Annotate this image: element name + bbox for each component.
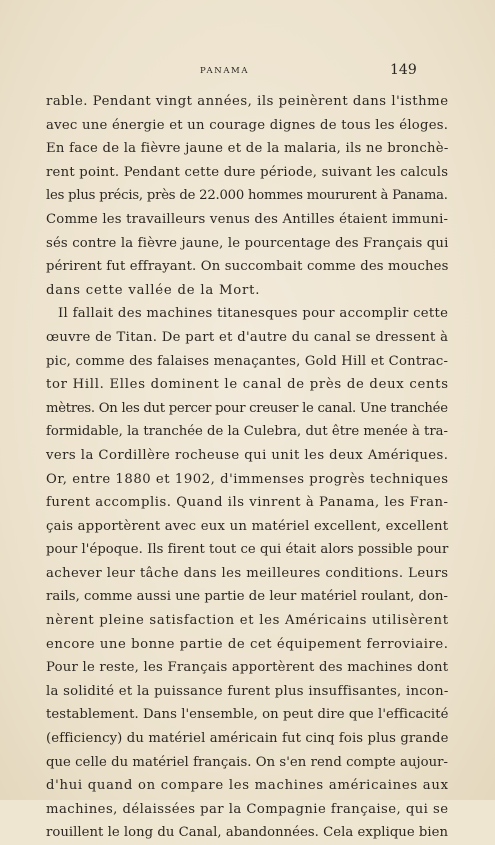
text-line: rouillent le long du Canal, abandonnées. Cela explique bien <box>46 825 449 841</box>
paragraph-start-line: Il fallait des machines titanesques pour accomplir cette <box>58 306 449 322</box>
page-number: 149 <box>390 62 417 78</box>
text-line: Or, entre 1880 et 1902, d'immenses progrès techniques <box>46 471 449 487</box>
text-line: dans cette vallée de la Mort. <box>46 282 261 298</box>
text-line: que celle du matériel français. On s'en rend compte aujour- <box>46 754 449 770</box>
text-line: périrent fut effrayant. On succombait comme des mouches <box>46 259 449 275</box>
text-line: rable. Pendant vingt années, ils peinèrent dans l'isthme <box>46 94 449 109</box>
text-line: sés contre la fièvre jaune, le pourcentage des Français qui <box>46 235 449 251</box>
body-text <box>46 90 448 845</box>
text-line: les plus précis, près de 22.000 hommes moururent à Panama. <box>46 188 448 204</box>
text-line: nèrent pleine satisfaction et les Américains utilisèrent <box>46 613 449 629</box>
text-line: encore une bonne partie de cet équipement ferroviaire. <box>46 636 449 652</box>
text-line: formidable, la tranchée de la Culebra, dut être menée à tra- <box>46 424 448 440</box>
text-line: testablement. Dans l'ensemble, on peut dire que l'efficacité <box>46 707 449 723</box>
text-line: Comme les travailleurs venus des Antilles étaient immuni- <box>46 211 449 227</box>
text-line: la solidité et la puissance furent plus insuffisantes, incon- <box>46 683 449 699</box>
text-line: tor Hill. Elles dominent le canal de près de deux cents <box>46 377 449 393</box>
text-line: Pour le reste, les Français apportèrent des machines dont <box>46 660 449 676</box>
running-head: PANAMA <box>200 66 250 76</box>
text-line: çais apportèrent avec eux un matériel excellent, excellent <box>46 518 449 534</box>
text-line: pour l'époque. Ils firent tout ce qui était alors possible pour <box>46 542 449 558</box>
text-line: pic, comme des falaises menaçantes, Gold Hill et Contrac- <box>46 353 449 369</box>
text-line: d'hui quand on compare les machines américaines aux <box>46 778 449 794</box>
text-line: rent point. Pendant cette dure période, suivant les calculs <box>46 164 449 180</box>
text-line: avec une énergie et un courage dignes de tous les éloges. <box>46 117 449 133</box>
text-line: achever leur tâche dans les meilleures conditions. Leurs <box>46 565 449 581</box>
text-line: furent accomplis. Quand ils vinrent à Panama, les Fran- <box>46 495 449 511</box>
text-line: vers la Cordillère rocheuse qui unit les deux Amériques. <box>46 447 449 463</box>
text-line: œuvre de Titan. De part et d'autre du canal se dressent à <box>46 329 449 345</box>
text-line: rails, comme aussi une partie de leur matériel roulant, don- <box>46 589 449 605</box>
text-line: mètres. On les dut percer pour creuser le canal. Une tranchée <box>46 400 448 416</box>
text-line: machines, délaissées par la Compagnie française, qui se <box>46 801 449 817</box>
text-line: (efficiency) du matériel américain fut cinq fois plus grande <box>46 731 449 747</box>
text-line: En face de la fièvre jaune et de la malaria, ils ne bronchè- <box>46 141 449 157</box>
